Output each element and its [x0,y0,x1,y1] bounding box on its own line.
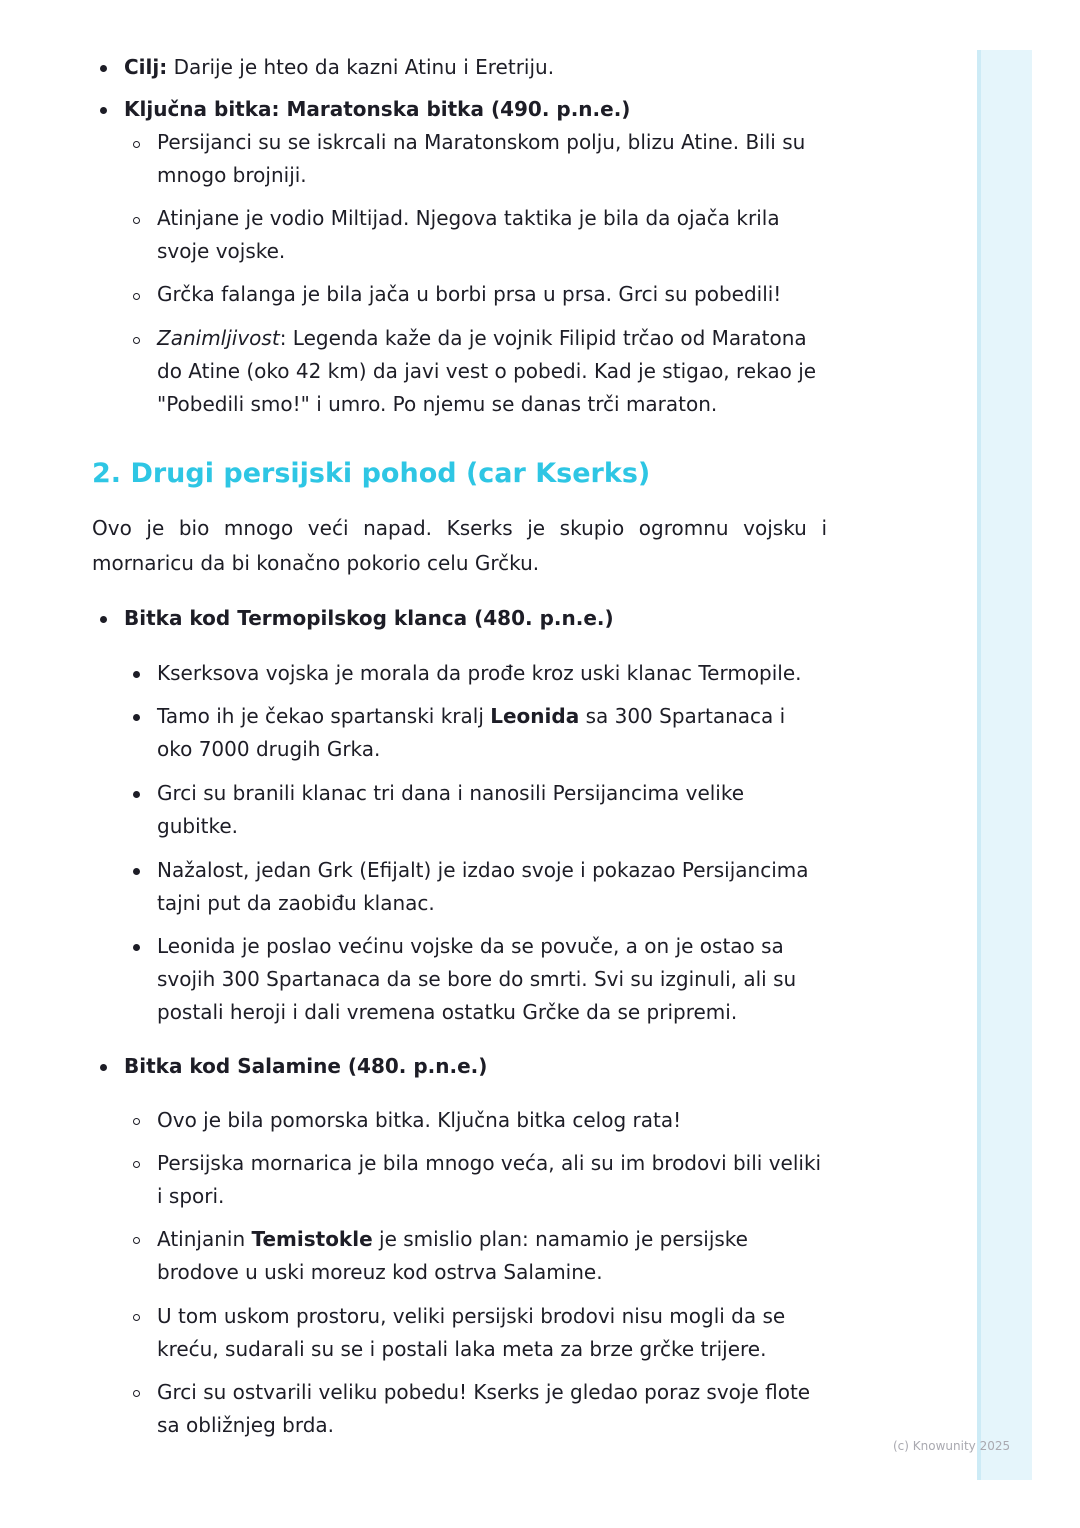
bullet-circle [133,1237,140,1244]
bullet-circle [133,293,140,300]
salamis-item-3-line-1 [157,1225,748,1253]
thermopylae-item-5-line-2: svojih 300 Spartanaca da se bore do smrti. Svi su izginuli, ali su [157,967,797,991]
bullet-dot [100,107,107,114]
salamis-item-5-line-2: sa obližnjeg brda. [157,1413,335,1437]
thermopylae-item-2-text: Tamo ih je čekao spartanski kralj [157,704,491,728]
section-heading: 2. Drugi persijski pohod (car Kserks) [92,458,651,489]
salamis-item-5-line-1: Grci su ostvarili veliku pobedu! Kserks je gledao poraz svoje flote [157,1380,811,1404]
side-strip [977,50,1032,1480]
bullet-dot [100,616,107,623]
salamis-item-2-line-2: i spori. [157,1184,225,1208]
bullet-circle [133,1390,140,1397]
bullet-dot [100,1064,107,1071]
bullet-dot [100,65,107,72]
bullet-dot [133,791,140,798]
thermopylae-item-3-line-2: gubitke. [157,814,238,838]
bullet-dot [133,944,140,951]
salamis-item-4-line-2: kreću, sudarali su se i postali laka meta za brze grčke trijere. [157,1337,767,1361]
bullet-circle [133,1314,140,1321]
bullet-dot [133,714,140,721]
bullet-dot [133,671,140,678]
thermopylae-item-2-text-end: sa 300 Spartanaca i [579,704,786,728]
marathon-item-2-line-1: Atinjane je vodio Miltijad. Njegova taktika je bila da ojača krila [157,206,780,230]
bullet-circle [133,1118,140,1125]
salamis-item-3-text: Atinjanin [157,1227,252,1251]
marathon-item-4-line-1 [157,324,807,352]
salamis-item-3-line-2: brodove u uski moreuz kod ostrva Salamine. [157,1260,603,1284]
thermopylae-item-3-line-1: Grci su branili klanac tri dana i nanosili Persijancima velike [157,781,745,805]
goal-text: Darije je hteo da kazni Atinu i Eretriju. [167,55,555,79]
thermopylae-label: Bitka kod Termopilskog klanca [124,606,468,630]
thermopylae-item-2-line-1 [157,702,785,730]
intro-line-2: mornaricu da bi konačno pokorio celu Grčku. [92,551,540,575]
salamis-heading [124,1052,487,1080]
bullet-circle [133,337,140,344]
salamis-label: Bitka kod Salamine [124,1054,341,1078]
salamis-item-3-text-end: je smislio plan: namamio je persijske [372,1227,748,1251]
marathon-item-2-line-2: svoje vojske. [157,239,286,263]
marathon-item-1-line-2: mnogo brojniji. [157,163,307,187]
copyright-footer: (c) Knowunity 2025 [893,1439,1011,1453]
thermopylae-item-2-line-2: oko 7000 drugih Grka. [157,737,381,761]
leonida-name: Leonida [490,704,580,728]
thermopylae-item-1: Kserksova vojska je morala da prođe kroz uski klanac Termopile. [157,661,802,685]
bullet-circle [133,217,140,224]
salamis-item-1: Ovo je bila pomorska bitka. Ključna bitka celog rata! [157,1108,682,1132]
salamis-item-4-line-1: U tom uskom prostoru, veliki persijski brodovi nisu mogli da se [157,1304,786,1328]
marathon-item-1-line-1: Persijanci su se iskrcali na Maratonskom polju, blizu Atine. Bili su [157,130,806,154]
themistocles-name: Temistokle [251,1227,373,1251]
intro-line-1: Ovo je bio mnogo veći napad. Kserks je skupio ogromnu vojsku i [92,516,827,540]
marathon-item-3-line-1: Grčka falanga je bila jača u borbi prsa u prsa. Grci su pobedili! [157,282,782,306]
thermopylae-heading [124,604,614,632]
thermopylae-item-4-line-1: Nažalost, jedan Grk (Efijalt) je izdao svoje i pokazao Persijancima [157,858,809,882]
marathon-item-4-line-2: do Atine (oko 42 km) da javi vest o pobedi. Kad je stigao, rekao je [157,359,817,383]
fun-fact-label: Zanimljivost [157,326,280,350]
goal-line [124,53,554,81]
thermopylae-item-5-line-1: Leonida je poslao većinu vojske da se povuče, a on je ostao sa [157,934,784,958]
fun-fact-text: : Legenda kaže da je vojnik Filipid trčao od Maratona [279,326,807,350]
key-battle-label: Ključna bitka: Maratonska bitka (490. p.n.e.) [124,97,631,121]
thermopylae-item-4-line-2: tajni put da zaobiđu klanac. [157,891,435,915]
salamis-date: (480. p.n.e.) [340,1054,488,1078]
bullet-dot [133,868,140,875]
salamis-item-2-line-1: Persijska mornarica je bila mnogo veća, ali su im brodovi bili veliki [157,1151,822,1175]
bullet-circle [133,141,140,148]
marathon-item-4-line-3: "Pobedili smo!" i umro. Po njemu se danas trči maraton. [157,392,718,416]
thermopylae-item-5-line-3: postali heroji i dali vremena ostatku Grčke da se pripremi. [157,1000,738,1024]
goal-label: Cilj: [124,55,168,79]
thermopylae-date: (480. p.n.e.) [467,606,614,630]
bullet-circle [133,1161,140,1168]
